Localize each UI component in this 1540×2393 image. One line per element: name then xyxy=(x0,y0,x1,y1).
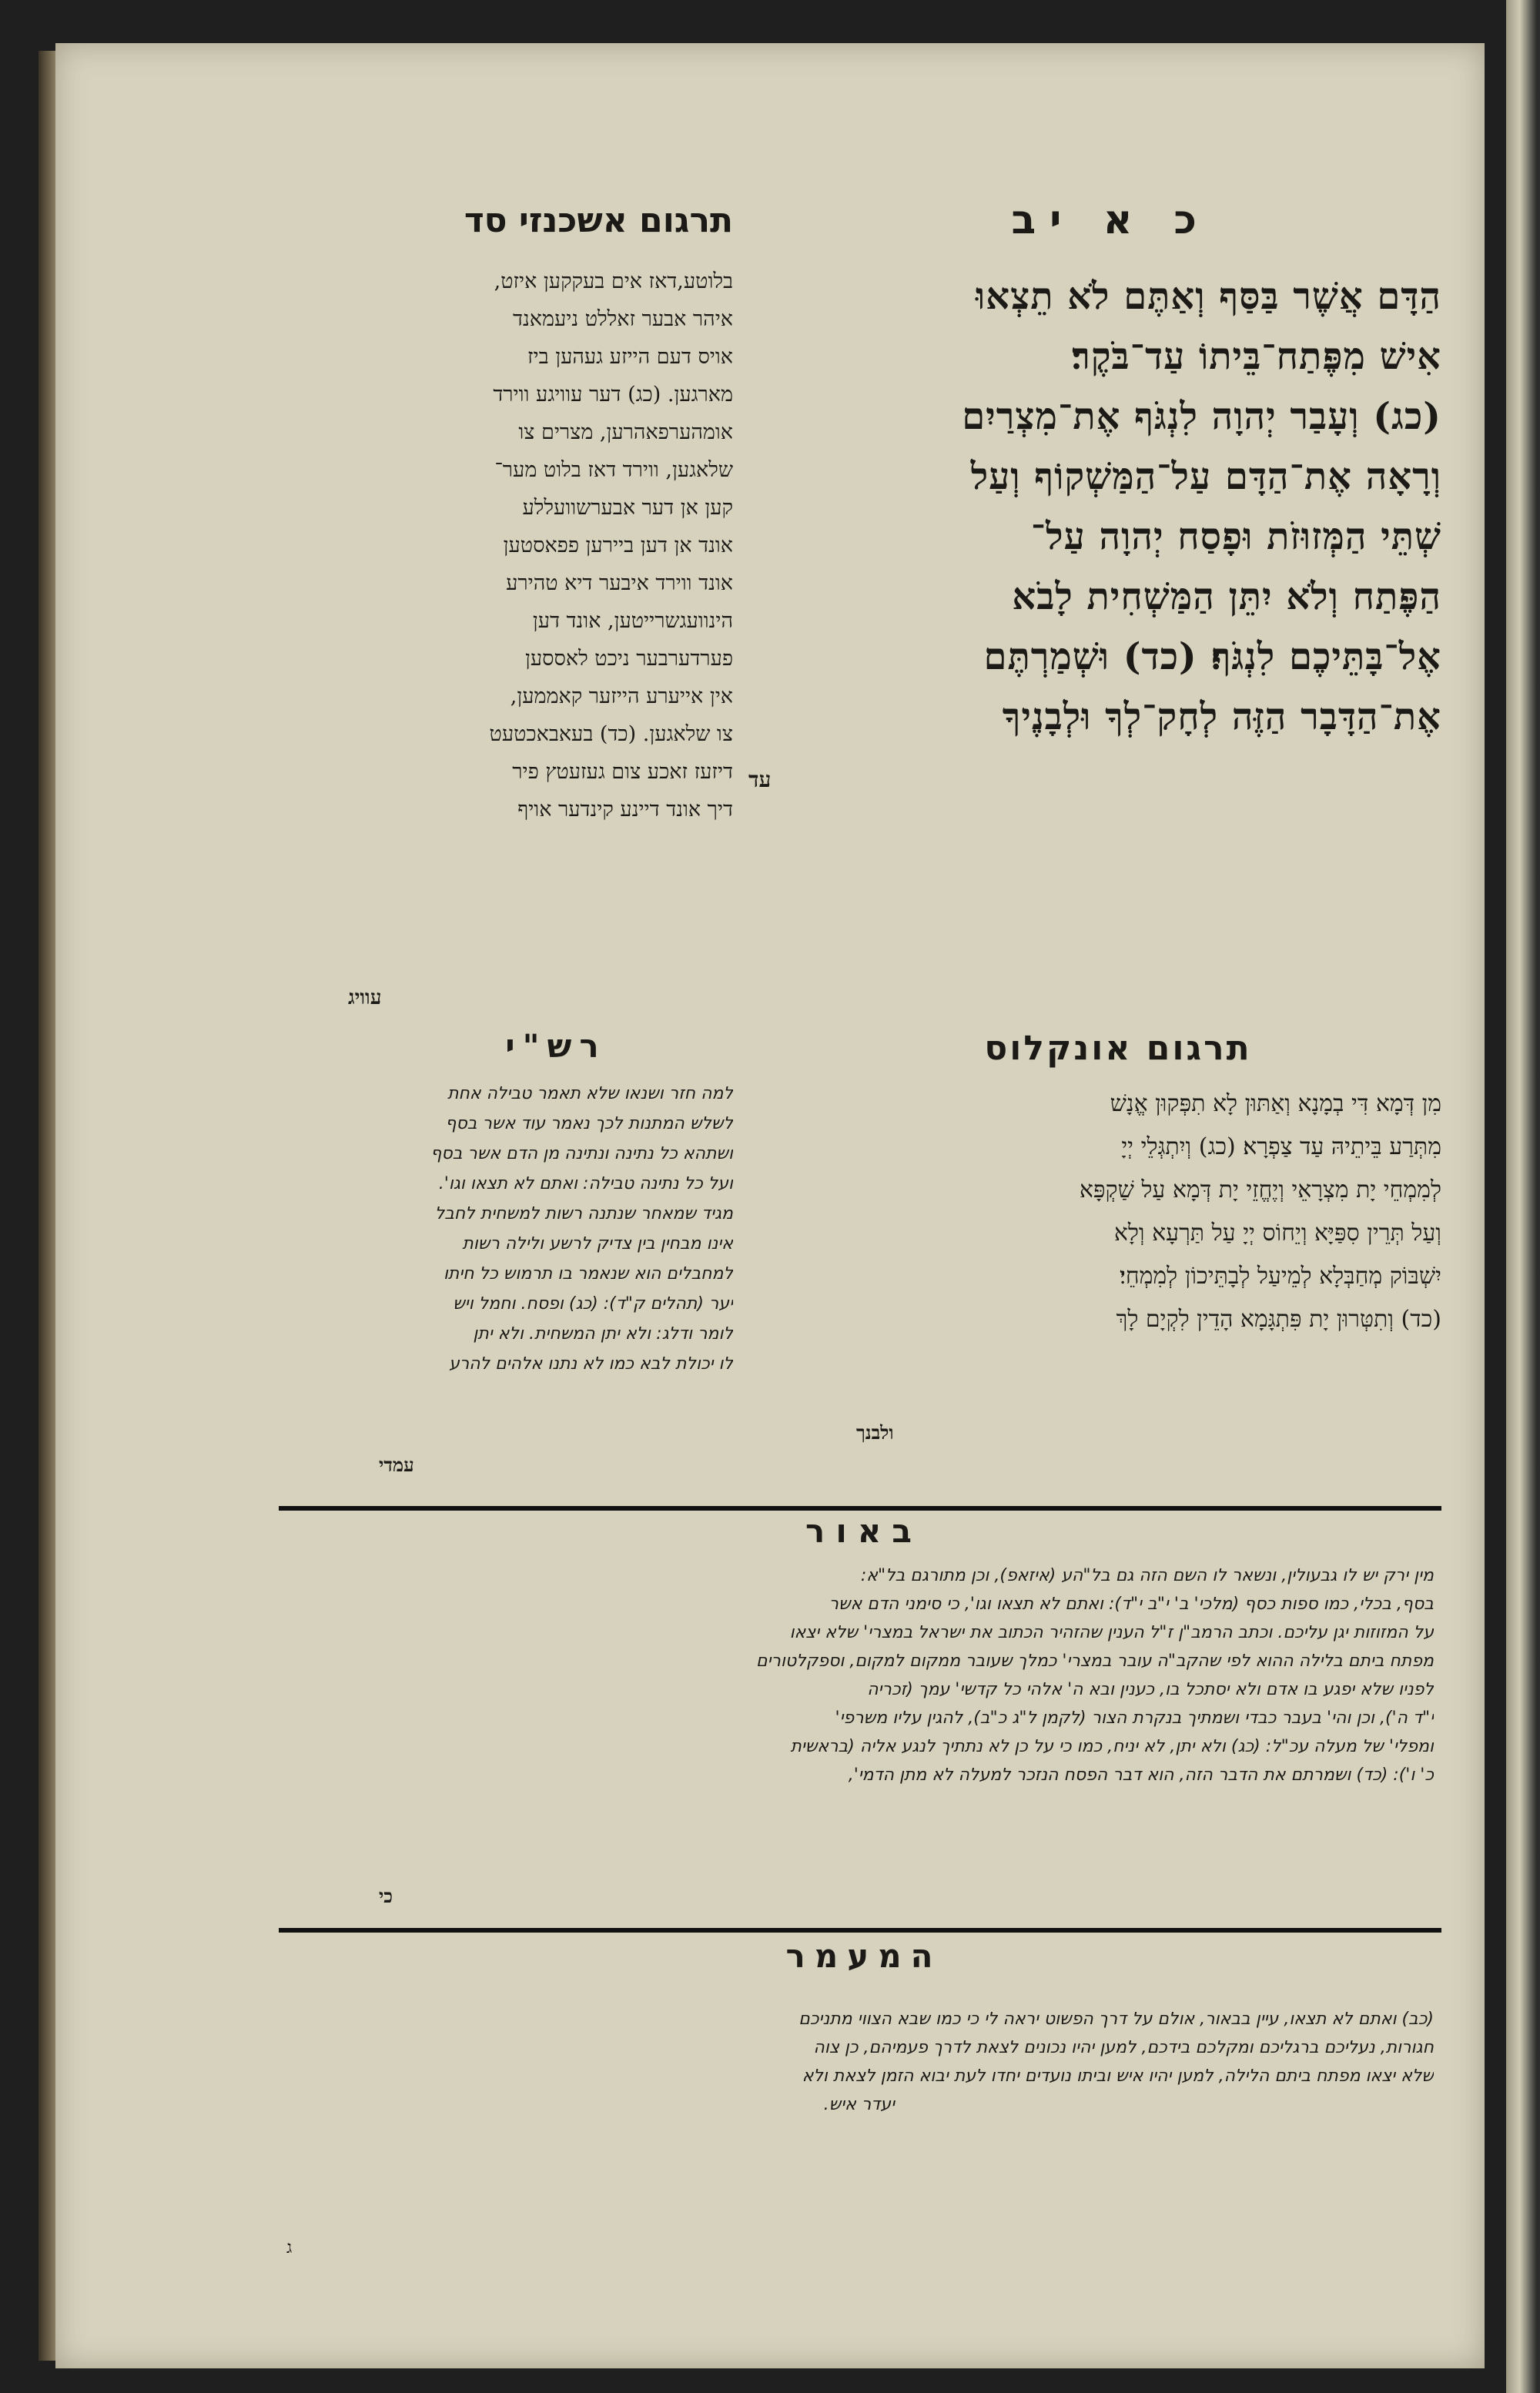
chapter-verse-header: כ א יב xyxy=(1011,197,1210,243)
bible-line: הַפֶּתַח וְלֹא יִתֵּן הַמַּשְׁחִית לָבֹא xyxy=(1012,575,1441,618)
biur-line: ומפלי' של מעלה עכ"ל: (כג) ולא יתן, לא יניח, כמו כי על כן לא נתתיך לנגע אליה (בראשית xyxy=(790,1737,1434,1756)
bible-line: אִישׁ מִפֶּתַח־בֵּיתוֹ עַד־בֹּקֶר׃ xyxy=(1071,335,1441,378)
meamar-block xyxy=(286,2005,1434,2119)
biur-line: י"ד ה'), וכן והי' בעבר כבדי ושמתיך בנקרת הצור (לקמן ל"ג כ"ב), להגין עליו משרפי' xyxy=(835,1709,1434,1728)
translation-line: אונד ווירד איבער דיא טהירע xyxy=(506,571,733,595)
bible-line: אֶל־בָּתֵּיכֶם לִנְגֹּף׃ (כד) וּשְׁמַרְתֶּם xyxy=(983,635,1441,678)
translation-line: הינוועגשרייטען, אונד דען xyxy=(532,609,733,633)
section-divider xyxy=(279,1506,1441,1511)
translation-line: צו שלאגען. (כד) בעאבאכטעט xyxy=(489,722,733,746)
translation-line: מארגען. (כג) דער עוויגע ווירד xyxy=(493,383,733,407)
onkelos-line: יִשְׁבּוֹק מְחַבְּלָא לְמֵיעַל לְבָתֵּיכוֹן לְמִמְחֵי׃ xyxy=(1119,1263,1441,1290)
german-translation-header: תרגום אשכנזי סד xyxy=(464,201,733,240)
rashi-line: ועל כל נתינה טבילה: ואתם לא תצאו וגו'. xyxy=(438,1174,733,1193)
translation-line: קען אן דער אבערשוועללע xyxy=(522,496,733,520)
page-mark: ג xyxy=(286,2238,293,2257)
onkelos-line: מִן דְּמָא דִּי בְמָנָא וְאַתּוּן לָא תִפְּקוּן אֱנָשׁ xyxy=(1110,1090,1441,1117)
meamar-line: חגורות, נעליכם ברגליכם ומקלכם בידכם, למען יהיו נכונים לצאת לדרך פעמיהם, כן צוה xyxy=(813,2038,1434,2057)
rashi-line: לו יכולת לבא כמו לא נתנו אלהים להרע xyxy=(449,1354,733,1374)
rashi-line: למה חזר ושנאו שלא תאמר טבילה אחת xyxy=(447,1084,733,1103)
translation-line: איהר אבער זאללט ניעמאנד xyxy=(513,307,733,331)
meamar-line: (כב) ואתם לא תצאו, עיין בבאור, אולם על דרך הפשוט יראה לי כי כמו שבא הצווי מתניכם xyxy=(798,2010,1434,2029)
section-divider xyxy=(279,1928,1441,1933)
meamar-line: שלא יצאו מפתח ביתם הלילה, למען יהיו איש וביתו נועדים יחדו לעת יבוא הזמן לצאת ולא xyxy=(802,2067,1434,2086)
rashi-title: רש"י xyxy=(505,1027,607,1065)
translation-line: שלאגען, ווירד דאז בלוט מער־ xyxy=(494,458,733,482)
rashi-line: למחבלים הוא שנאמר בו תרמוש כל חיתו xyxy=(443,1264,733,1284)
translation-line: בלוטע,דאז אים בעקקען איזט, xyxy=(494,269,733,293)
biur-line: כ' ו'): (כד) ושמרתם את הדבר הזה, הוא דבר הפסח הנזכר למעלה לא מתן הדמי', xyxy=(848,1765,1434,1785)
onkelos-catchword: ולבנך xyxy=(856,1421,894,1444)
translation-line: פערדערבער ניכט לאססען xyxy=(524,647,733,671)
biur-line: לפניו שלא יפגע בו אדם ולא יסתכל בו, כענין ובא ה' אלהי כל קדשי' עמך (זכריה xyxy=(867,1680,1434,1699)
rashi-line: לומר ודלג: ולא יתן המשחית. ולא יתן xyxy=(473,1324,733,1344)
biur-line: מין ירק יש לו גבעולין, ונשאר לו השם הזה גם בל"הע (איזאפ), וכן מתורגם בל"א: xyxy=(860,1566,1434,1585)
rashi-line: אינו מבחין בין צדיק לרשע ולילה רשות xyxy=(462,1234,733,1253)
onkelos-line: מִתְּרַע בֵּיתֵיהּ עַד צַפְרָא׃ (כג) וְיִתְגְּלֵי יְיָ xyxy=(1121,1133,1441,1160)
biur-line: מפתח ביתם בלילה ההוא לפי שהקב"ה עובר במצרי' כמלך שעובר ממקום למקום, וספקלטורים xyxy=(756,1652,1434,1671)
book-page xyxy=(55,43,1485,2368)
meamar-line: יעדר איש. xyxy=(823,2095,895,2114)
translation-line: אין אייערע הייזער קאממען, xyxy=(510,684,733,708)
biur-title: באור xyxy=(805,1512,922,1550)
german-translation-block xyxy=(286,263,733,828)
bible-line: אֶת־הַדָּבָר הַזֶּה לְחָק־לְךָ וּלְבָנֶיךָ xyxy=(1002,695,1441,738)
onkelos-line: (כד) וְתִטְּרוּן יָת פִּתְגָּמָא הָדֵין לִקְיָם לָךְ xyxy=(1116,1306,1441,1333)
onkelos-line: וְעַל תְּרֵין סִפַּיָּא וְיֵחוֹס יְיָ עַל תַּרְעָא וְלָא xyxy=(1113,1220,1441,1247)
translation-line: דיך אונד דיינע קינדער אויף xyxy=(517,798,733,822)
bible-text-block xyxy=(695,266,1441,747)
german-catchword: עוויג xyxy=(348,986,382,1009)
bible-line: (כג) וְעָבַר יְהוָה לִנְגֹּף אֶת־מִצְרַיִם xyxy=(962,395,1441,438)
bible-catchword: עד xyxy=(748,767,772,792)
translation-line: אונד אן דען ביירען פפאסטען xyxy=(503,534,733,557)
bible-line: הַדָּם אֲשֶׁר בַּסַּף וְאַתֶּם לֹא תֵצְאוּ xyxy=(975,275,1441,318)
bible-line: וְרָאָה אֶת־הַדָּם עַל־הַמַּשְׁקוֹף וְעַל xyxy=(970,455,1441,498)
rashi-catchword: עמדי xyxy=(379,1454,414,1476)
onkelos-line: לְמִמְחֵי יָת מִצְרָאֵי וְיֶחֱזֵי יָת דְּמָא עַל שַׁקְפָּא xyxy=(1079,1176,1441,1203)
rashi-line: ושתהא כל נתינה ונתינה מן הדם אשר בסף xyxy=(430,1144,733,1163)
rashi-line: לשלש המתנות לכך נאמר עוד אשר בסף xyxy=(445,1114,733,1133)
bible-line: שְׁתֵּי הַמְּזוּזֹת וּפָסַח יְהוָה עַל־ xyxy=(1030,515,1441,558)
onkelos-title: תרגום אונקלוס xyxy=(984,1029,1252,1068)
biur-line: בסף, בכלי, כמו ספות כסף (מלכי' ב' י"ב י"ד): ואתם לא תצאו וגו', כי סימני הדם אשר xyxy=(829,1595,1434,1614)
rashi-line: יער (תהלים ק"ד): (כג) ופסח. וחמל ויש xyxy=(453,1294,733,1314)
onkelos-block xyxy=(791,1083,1441,1341)
translation-line: אויס דעם הייזע געהען ביז xyxy=(527,345,733,369)
translation-line: אומהערפאהרען, מצרים צו xyxy=(518,420,733,444)
biur-block xyxy=(286,1561,1434,1789)
meamar-title: המעמר xyxy=(785,1937,942,1975)
rashi-line: מגיד שמאחר שנתנה רשות למשחית לחבל xyxy=(434,1204,733,1223)
rashi-block xyxy=(286,1079,733,1379)
biur-line: על המזוזות יגן עליכם. וכתב הרמב"ן ז"ל הענין שהזהיר הכתוב את ישראל במצרי' שלא יצאו xyxy=(789,1623,1434,1642)
translation-line: דיזעז זאכע צום געזעטץ פיר xyxy=(512,760,733,784)
biur-catchword: כי xyxy=(379,1885,393,1907)
book-gutter-edge xyxy=(1506,0,1540,2393)
